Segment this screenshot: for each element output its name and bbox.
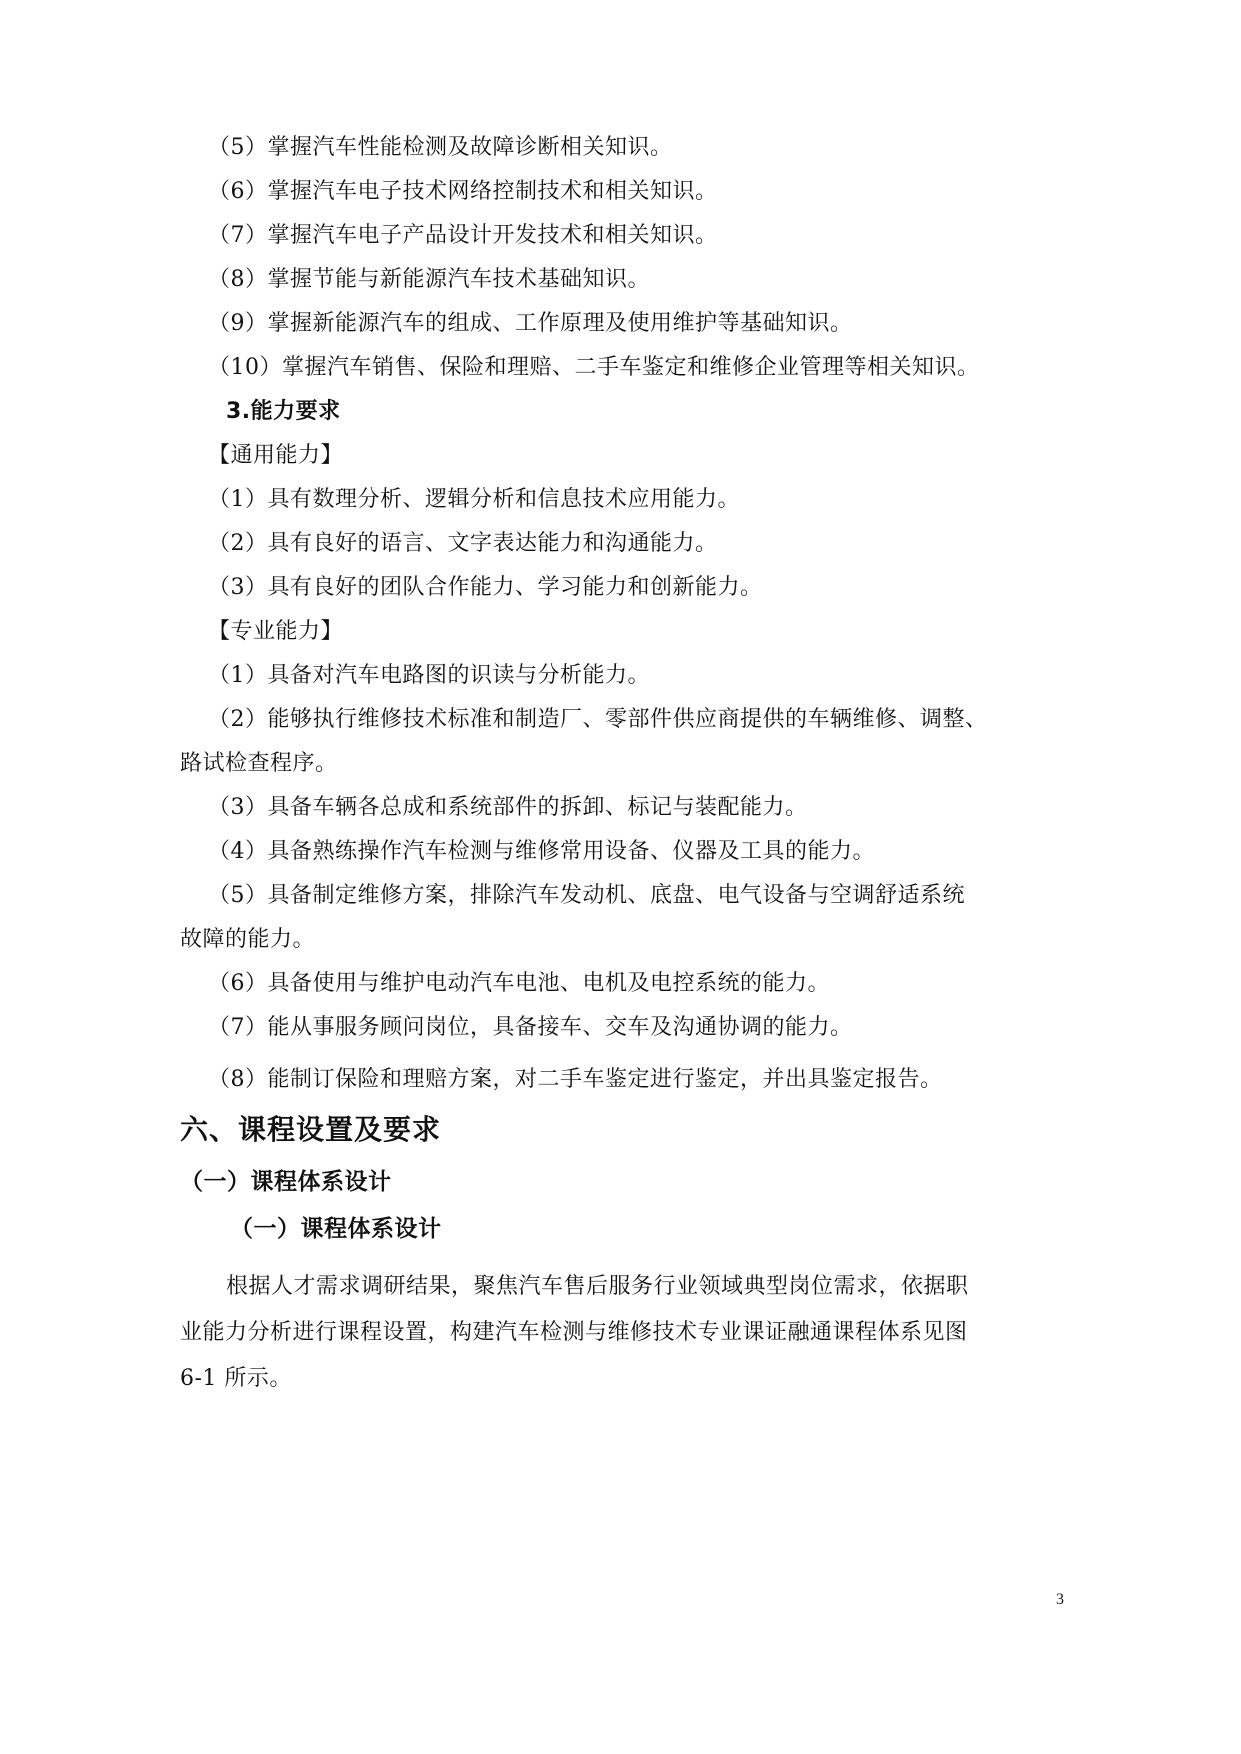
section-six-paragraph-line: 业能力分析进行课程设置，构建汽车检测与维修技术专业课证融通课程体系见图 xyxy=(180,1320,968,1345)
general-ability-item: （1）具有数理分析、逻辑分析和信息技术应用能力。 xyxy=(208,487,740,512)
knowledge-item-6: （6）掌握汽车电子技术网络控制技术和相关知识。 xyxy=(208,179,718,204)
knowledge-item-8: （8）掌握节能与新能源汽车技术基础知识。 xyxy=(208,267,650,292)
knowledge-item-7: （7）掌握汽车电子产品设计开发技术和相关知识。 xyxy=(208,223,718,248)
section-six-subtitle-repeat: （一）课程体系设计 xyxy=(230,1216,442,1242)
professional-ability-heading: 【专业能力】 xyxy=(208,619,344,644)
general-ability-item: （3）具有良好的团队合作能力、学习能力和创新能力。 xyxy=(208,575,763,600)
professional-ability-item: （6）具备使用与维护电动汽车电池、电机及电控系统的能力。 xyxy=(208,971,830,996)
section-six-paragraph-line: 根据人才需求调研结果，聚焦汽车售后服务行业领域典型岗位需求，依据职 xyxy=(226,1274,969,1299)
professional-ability-item: （5）具备制定维修方案，排除汽车发动机、底盘、电气设备与空调舒适系统 xyxy=(208,883,965,908)
section-six-subtitle: （一）课程体系设计 xyxy=(180,1169,392,1195)
professional-ability-item: （7）能从事服务顾问岗位，具备接车、交车及沟通协调的能力。 xyxy=(208,1015,853,1040)
knowledge-item-5: （5）掌握汽车性能检测及故障诊断相关知识。 xyxy=(208,135,673,160)
general-ability-item: （2）具有良好的语言、文字表达能力和沟通能力。 xyxy=(208,531,718,556)
knowledge-item-9: （9）掌握新能源汽车的组成、工作原理及使用维护等基础知识。 xyxy=(208,311,853,336)
section-six-title: 六、课程设置及要求 xyxy=(180,1113,442,1146)
professional-ability-item: （8）能制订保险和理赔方案，对二手车鉴定进行鉴定，并出具鉴定报告。 xyxy=(208,1067,943,1092)
professional-ability-item: （4）具备熟练操作汽车检测与维修常用设备、仪器及工具的能力。 xyxy=(208,839,875,864)
knowledge-item-10: （10）掌握汽车销售、保险和理赔、二手车鉴定和维修企业管理等相关知识。 xyxy=(208,355,980,380)
professional-ability-item: （2）能够执行维修技术标准和制造厂、零部件供应商提供的车辆维修、调整、 xyxy=(208,707,988,732)
page-number: 3 xyxy=(1056,1591,1064,1608)
section-six-paragraph-line: 6-1 所示。 xyxy=(180,1366,292,1391)
professional-ability-item: （3）具备车辆各总成和系统部件的拆卸、标记与装配能力。 xyxy=(208,795,808,820)
ability-heading: 3.能力要求 xyxy=(226,399,341,424)
professional-ability-item: （1）具备对汽车电路图的识读与分析能力。 xyxy=(208,663,650,688)
professional-ability-item-continued: 路试检查程序。 xyxy=(180,751,338,776)
general-ability-heading: 【通用能力】 xyxy=(208,443,344,468)
professional-ability-item-continued: 故障的能力。 xyxy=(180,927,316,952)
